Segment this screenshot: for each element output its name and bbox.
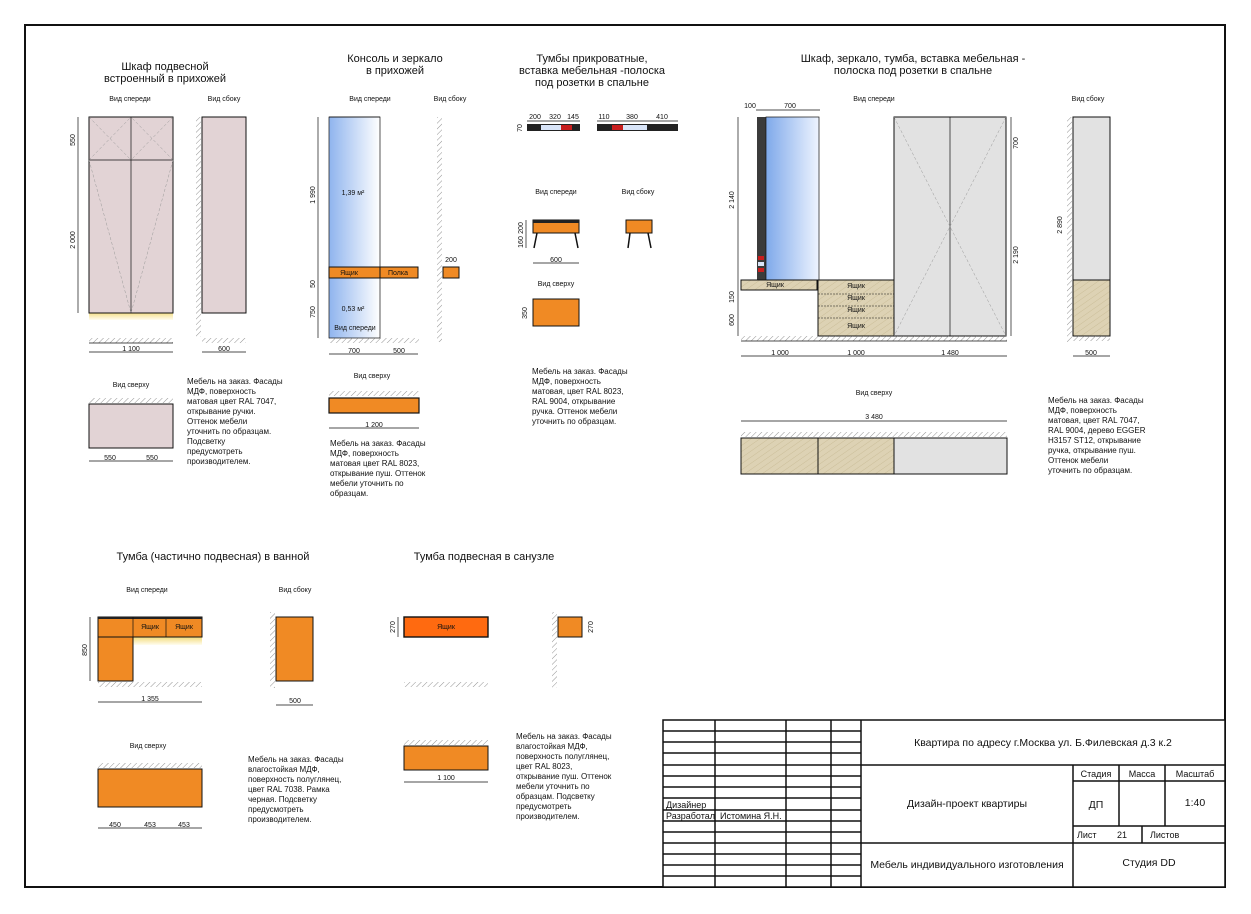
bath-dim-side: 500 bbox=[289, 698, 301, 705]
svg-text:матовая цвет RAL 8023,: матовая цвет RAL 8023, bbox=[330, 459, 420, 468]
bedside-title-1: Тумбы прикроватные, bbox=[536, 53, 648, 65]
hall-wardrobe-dim-width: 1 100 bbox=[122, 346, 140, 353]
svg-text:МДФ, поверхность: МДФ, поверхность bbox=[532, 377, 601, 386]
bedroom-side-label: Вид сбоку bbox=[1071, 96, 1105, 103]
bath-note bbox=[248, 755, 344, 824]
bedside-section bbox=[517, 53, 678, 426]
tb-sheet-name: Мебель индивидуального изготовления bbox=[870, 859, 1064, 871]
hall-console-mirror-area-top: 1,39 м² bbox=[341, 190, 365, 197]
hall-console-side bbox=[443, 267, 459, 278]
bath-title: Тумба (частично подвесная) в ванной bbox=[116, 551, 310, 563]
svg-text:цвет RAL 8023,: цвет RAL 8023, bbox=[516, 762, 573, 771]
svg-text:предусмотреть: предусмотреть bbox=[516, 802, 572, 811]
wc-dim-h: 270 bbox=[390, 621, 397, 633]
bedroom-dim-150: 150 bbox=[729, 291, 736, 303]
bath-drawer-1: Ящик bbox=[141, 624, 159, 631]
bath-drawer-2: Ящик bbox=[175, 624, 193, 631]
svg-text:производителем.: производителем. bbox=[187, 457, 251, 466]
bedside-dim-h: 200 bbox=[518, 222, 525, 234]
hall-wardrobe-dim-height: 2 000 bbox=[70, 231, 77, 249]
bath-section bbox=[82, 551, 344, 829]
hall-console-mirror-area-bottom: 0,53 м² bbox=[341, 306, 365, 313]
bedside-dim-w: 600 bbox=[550, 257, 562, 264]
hall-wardrobe-side-label: Вид сбоку bbox=[207, 96, 241, 103]
bedroom-top-wood-left bbox=[741, 438, 818, 474]
bedroom-dim-3480: 3 480 bbox=[865, 414, 883, 421]
title-block bbox=[663, 720, 1225, 887]
wc-section bbox=[390, 551, 612, 821]
hall-wardrobe-top bbox=[89, 404, 173, 448]
hall-wardrobe-section bbox=[70, 61, 283, 466]
tb-stage-header: Стадия bbox=[1080, 769, 1112, 779]
bath-dim-c: 453 bbox=[178, 822, 190, 829]
svg-text:Мебель на заказ. Фасады: Мебель на заказ. Фасады bbox=[532, 367, 628, 376]
hall-wardrobe-dim-top: 550 bbox=[70, 134, 77, 146]
bedside-dim-g: 70 bbox=[517, 124, 524, 132]
hall-wardrobe-side bbox=[202, 117, 246, 313]
hall-console-dim-h2: 50 bbox=[310, 280, 317, 288]
hall-console-top-label: Вид сверху bbox=[353, 373, 391, 380]
svg-text:уточнить по образцам.: уточнить по образцам. bbox=[532, 417, 617, 426]
svg-text:образцам.: образцам. bbox=[330, 489, 369, 498]
hall-console-dim-h3: 750 bbox=[310, 306, 317, 318]
tb-scale-header: Масштаб bbox=[1175, 769, 1215, 779]
svg-text:поверхность полуглянец,: поверхность полуглянец, bbox=[516, 752, 610, 761]
bath-top bbox=[98, 769, 202, 807]
hall-console-dim-h1: 1 990 bbox=[310, 186, 317, 204]
bath-side-label: Вид сбоку bbox=[278, 587, 312, 594]
svg-text:матовая, цвет RAL 8023,: матовая, цвет RAL 8023, bbox=[532, 387, 624, 396]
hall-wardrobe-dim-top-right: 550 bbox=[146, 455, 158, 462]
wc-dim-w: 1 100 bbox=[437, 775, 455, 782]
wc-top bbox=[404, 746, 488, 770]
tb-sheet-label: Лист bbox=[1077, 830, 1097, 840]
bedroom-dim-600: 600 bbox=[729, 314, 736, 326]
bedside-title-3: под розетки в спальне bbox=[535, 77, 649, 89]
bedroom-title-1: Шкаф, зеркало, тумба, вставка мебельная - bbox=[800, 53, 1026, 65]
svg-text:открывание ручки.: открывание ручки. bbox=[187, 407, 256, 416]
bedside-dim-i: 160 bbox=[518, 236, 525, 248]
svg-text:мебели уточнить по: мебели уточнить по bbox=[516, 782, 590, 791]
hall-wardrobe-top-label: Вид сверху bbox=[112, 382, 150, 389]
svg-text:Мебель на заказ. Фасады: Мебель на заказ. Фасады bbox=[187, 377, 283, 386]
svg-text:цвет RAL 7038. Рамка: цвет RAL 7038. Рамка bbox=[248, 785, 330, 794]
hall-console-mirror bbox=[329, 117, 380, 338]
bedroom-section bbox=[729, 53, 1146, 475]
svg-text:RAL 9004, открывание: RAL 9004, открывание bbox=[532, 397, 616, 406]
tb-stage: ДП bbox=[1088, 799, 1104, 811]
wc-title: Тумба подвесная в санузле bbox=[413, 551, 555, 563]
bedroom-dim-100: 100 bbox=[744, 103, 756, 110]
bedroom-title-2: полоска под розетки в спальне bbox=[833, 65, 993, 77]
svg-text:влагостойкая МДФ,: влагостойкая МДФ, bbox=[248, 765, 320, 774]
wc-drawer: Ящик bbox=[437, 624, 455, 631]
bedroom-console-drawer: Ящик bbox=[766, 282, 784, 289]
bedside-top-label: Вид сверху bbox=[537, 281, 575, 288]
svg-text:Оттенок мебели: Оттенок мебели bbox=[187, 417, 248, 426]
bedroom-mirror bbox=[766, 117, 819, 280]
bedroom-dim-2140: 2 140 bbox=[729, 191, 736, 209]
hall-console-dim-side: 200 bbox=[445, 257, 457, 264]
tb-scale: 1:40 bbox=[1184, 797, 1206, 809]
bedroom-dim-1000a: 1 000 bbox=[771, 350, 789, 357]
svg-text:уточнить по образцам.: уточнить по образцам. bbox=[187, 427, 272, 436]
hall-console-title-1: Консоль и зеркало bbox=[347, 53, 443, 65]
tb-sheet-no: 21 bbox=[1116, 830, 1128, 840]
bedroom-top-label: Вид сверху bbox=[855, 390, 893, 397]
svg-text:образцам. Подсветку: образцам. Подсветку bbox=[516, 792, 595, 801]
wc-note bbox=[516, 732, 612, 821]
bedroom-drawer-2: Ящик bbox=[847, 295, 865, 302]
tb-dev-name: Истомина Я.Н. bbox=[720, 811, 782, 821]
svg-text:МДФ, поверхность: МДФ, поверхность bbox=[330, 449, 399, 458]
hall-console-section bbox=[310, 53, 467, 498]
tb-address: Квартира по адресу г.Москва ул. Б.Филевская д.3 к.2 bbox=[914, 737, 1172, 749]
bedside-dim-e: 380 bbox=[626, 114, 638, 121]
bedroom-top-wardrobe bbox=[894, 438, 1007, 474]
svg-text:производителем.: производителем. bbox=[516, 812, 580, 821]
svg-text:H3157 ST12, открывание: H3157 ST12, открывание bbox=[1048, 436, 1141, 445]
bedroom-dark-panel bbox=[757, 117, 766, 280]
svg-text:Оттенок мебели: Оттенок мебели bbox=[1048, 456, 1109, 465]
bedside-dim-f: 410 bbox=[656, 114, 668, 121]
bedside-dim-c: 145 bbox=[567, 114, 579, 121]
svg-text:открывание пуш. Оттенок: открывание пуш. Оттенок bbox=[516, 772, 612, 781]
svg-text:МДФ, поверхность: МДФ, поверхность bbox=[1048, 406, 1117, 415]
svg-text:Мебель на заказ. Фасады: Мебель на заказ. Фасады bbox=[1048, 396, 1144, 405]
svg-text:ручка, открывание пуш.: ручка, открывание пуш. bbox=[1048, 446, 1136, 455]
bath-top-label: Вид сверху bbox=[129, 743, 167, 750]
tb-project: Дизайн-проект квартиры bbox=[907, 798, 1027, 810]
hall-console-note bbox=[330, 439, 426, 498]
hall-console-front-label: Вид спереди bbox=[349, 96, 391, 103]
svg-text:уточнить по образцам.: уточнить по образцам. bbox=[1048, 466, 1133, 475]
bedroom-dim-500: 500 bbox=[1085, 350, 1097, 357]
bedside-dim-d: 110 bbox=[598, 114, 610, 121]
hall-console-dim-w1: 700 bbox=[348, 348, 360, 355]
hall-console-dim-w2: 500 bbox=[393, 348, 405, 355]
hall-wardrobe-dim-top-left: 550 bbox=[104, 455, 116, 462]
bath-side bbox=[276, 617, 313, 681]
svg-text:предусмотреть: предусмотреть bbox=[187, 447, 243, 456]
tb-sheets-label: Листов bbox=[1150, 830, 1180, 840]
hall-console-drawer-label: Ящик bbox=[340, 270, 358, 277]
bedside-title-2: вставка мебельная -полоска bbox=[519, 65, 665, 77]
bedroom-dim-700: 700 bbox=[784, 103, 796, 110]
bedside-side-label: Вид сбоку bbox=[621, 189, 655, 196]
bedroom-drawer-3: Ящик bbox=[847, 307, 865, 314]
tb-role-dev: Разработал bbox=[666, 811, 715, 821]
bedroom-front-label: Вид спереди bbox=[853, 96, 895, 103]
svg-text:открывание пуш. Оттенок: открывание пуш. Оттенок bbox=[330, 469, 426, 478]
hall-console-shelf-label: Полка bbox=[388, 270, 408, 277]
svg-text:Подсветку: Подсветку bbox=[187, 437, 226, 446]
svg-text:черная. Подсветку: черная. Подсветку bbox=[248, 795, 317, 804]
tb-mass-header: Масса bbox=[1128, 769, 1156, 779]
bedside-dim-depth: 350 bbox=[522, 307, 529, 319]
svg-text:Мебель на заказ. Фасады: Мебель на заказ. Фасады bbox=[516, 732, 612, 741]
bedroom-dim-1000b: 1 000 bbox=[847, 350, 865, 357]
tb-role-designer: Дизайнер bbox=[666, 800, 707, 810]
bedside-note bbox=[532, 367, 628, 426]
svg-text:поверхность полуглянец,: поверхность полуглянец, bbox=[248, 775, 342, 784]
svg-text:мебели уточнить по: мебели уточнить по bbox=[330, 479, 404, 488]
hall-wardrobe-title-2: встроенный в прихожей bbox=[104, 73, 226, 85]
bedside-side bbox=[626, 220, 652, 233]
bath-dim-b: 453 bbox=[144, 822, 156, 829]
bath-dim-w: 1 355 bbox=[141, 696, 159, 703]
bedside-dim-a: 200 bbox=[529, 114, 541, 121]
bedroom-note bbox=[1048, 396, 1146, 475]
bath-front-label: Вид спереди bbox=[126, 587, 168, 594]
bath-dim-h: 850 bbox=[82, 644, 89, 656]
bath-dim-a: 450 bbox=[109, 822, 121, 829]
svg-text:матовая цвет RAL 7047,: матовая цвет RAL 7047, bbox=[187, 397, 277, 406]
svg-text:матовая, цвет RAL 7047,: матовая, цвет RAL 7047, bbox=[1048, 416, 1140, 425]
bedside-front-label: Вид спереди bbox=[535, 189, 577, 196]
bedroom-dim-2890: 2 890 bbox=[1057, 216, 1064, 234]
wc-dim-side: 270 bbox=[588, 621, 595, 633]
svg-text:ручка. Оттенок мебели: ручка. Оттенок мебели bbox=[532, 407, 618, 416]
hall-wardrobe-front-label: Вид спереди bbox=[109, 96, 151, 103]
hall-wardrobe-dim-depth: 600 bbox=[218, 346, 230, 353]
bedroom-drawer-1: Ящик bbox=[847, 283, 865, 290]
hall-console-title-2: в прихожей bbox=[365, 65, 425, 77]
svg-text:предусмотреть: предусмотреть bbox=[248, 805, 304, 814]
tb-studio: Студия DD bbox=[1122, 857, 1176, 869]
svg-text:производителем.: производителем. bbox=[248, 815, 312, 824]
svg-text:RAL 9004, дерево EGGER: RAL 9004, дерево EGGER bbox=[1048, 426, 1146, 435]
bedroom-dim-700v: 700 bbox=[1013, 137, 1020, 149]
hall-wardrobe-title-1: Шкаф подвесной bbox=[121, 61, 209, 73]
svg-text:МДФ, поверхность: МДФ, поверхность bbox=[187, 387, 256, 396]
hall-console-front-label-bottom: Вид спереди bbox=[334, 325, 376, 332]
bedside-top bbox=[533, 299, 579, 326]
svg-text:влагостойкая МДФ,: влагостойкая МДФ, bbox=[516, 742, 588, 751]
wc-side bbox=[558, 617, 582, 637]
bedroom-drawer-4: Ящик bbox=[847, 323, 865, 330]
bedroom-top-wood-right bbox=[818, 438, 894, 474]
bedroom-dim-2190: 2 190 bbox=[1013, 246, 1020, 264]
hall-console-dim-top-w: 1 200 bbox=[365, 422, 383, 429]
hall-wardrobe-note bbox=[187, 377, 283, 466]
hall-console-side-label: Вид сбоку bbox=[433, 96, 467, 103]
svg-text:Мебель на заказ. Фасады: Мебель на заказ. Фасады bbox=[248, 755, 344, 764]
bedside-dim-b: 320 bbox=[549, 114, 561, 121]
svg-text:Мебель на заказ. Фасады: Мебель на заказ. Фасады bbox=[330, 439, 426, 448]
hall-console-top bbox=[329, 398, 419, 413]
bedroom-dim-1480: 1 480 bbox=[941, 350, 959, 357]
